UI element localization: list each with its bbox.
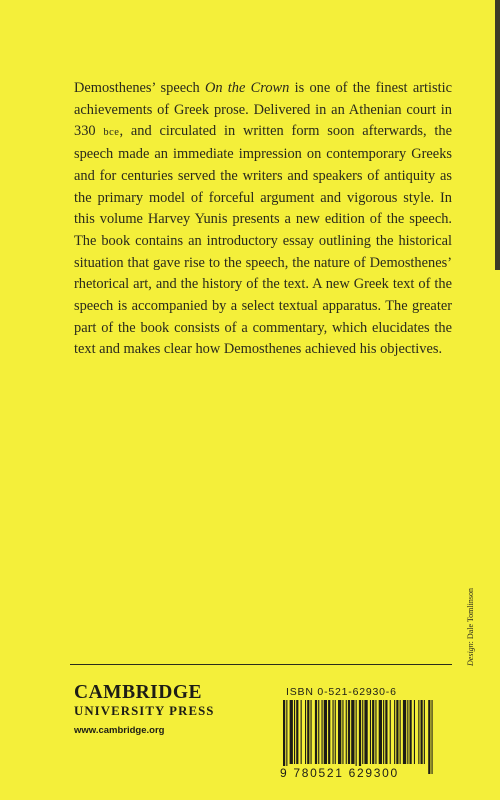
barcode-bar (394, 700, 395, 764)
barcode-bar (370, 700, 371, 764)
barcode-bar (418, 700, 419, 764)
barcode-bar (364, 700, 367, 764)
barcode-bar (348, 700, 350, 764)
barcode-bar (286, 700, 287, 774)
barcode-bar (372, 700, 374, 764)
barcode-bar (301, 700, 302, 764)
barcode-bar (410, 700, 412, 764)
barcode-bar (294, 700, 295, 764)
publisher-name: CAMBRIDGE (74, 682, 203, 703)
barcode-bar (383, 700, 384, 764)
barcode-bar (311, 700, 312, 764)
barcode-bar (424, 700, 425, 764)
barcode-bar (305, 700, 306, 764)
blurb-part-2: is one of the finest artistic achievements of Greek prose. Delivered in an Athenian court in 330 (74, 80, 452, 140)
barcode-bar (362, 700, 363, 764)
publisher-url: www.cambridge.org (74, 725, 165, 736)
blurb-text (74, 78, 452, 361)
barcode-bar (403, 700, 406, 764)
isbn-label: ISBN 0-521-62930-6 (286, 686, 397, 698)
barcode-bar (322, 700, 323, 764)
designer-name: : Dale Tomlinson (466, 588, 475, 644)
divider-rule (70, 664, 452, 665)
blurb-era: bce (103, 127, 120, 139)
barcode-bar (290, 700, 293, 764)
barcode-bar (385, 700, 387, 764)
blurb-title-italic: On the Crown (204, 80, 290, 96)
publisher-press: UNIVERSITY PRESS (74, 704, 215, 718)
ean-number: 9 780521 629300 (280, 766, 399, 780)
barcode-bar (335, 700, 336, 764)
barcode-bar (315, 700, 317, 764)
barcode-bar (307, 700, 309, 764)
blurb-part-1: Demosthenes’ speech (74, 80, 205, 96)
spine-edge (495, 0, 500, 270)
barcode-bar (333, 700, 334, 764)
barcode-bar (356, 700, 357, 774)
barcode-bar (342, 700, 343, 764)
barcode-bar (390, 700, 391, 764)
barcode-bar (396, 700, 398, 764)
design-credit (466, 546, 478, 666)
barcode-bar (400, 700, 401, 764)
barcode-bar (346, 700, 347, 764)
barcode-bar (421, 700, 423, 764)
barcode-bar (283, 700, 285, 774)
barcode-bar (296, 700, 298, 764)
barcode-bar (338, 700, 341, 764)
barcode-bar (318, 700, 319, 764)
barcode-bar (414, 700, 415, 764)
barcode-bar (379, 700, 382, 764)
blurb-part-3: , and circulated in written form soon afterwards, the speech made an immediate impression on contemporary Greeks and for centuries served the writers and speakers of antiquity as the primary model of forceful argument and vigorous style. In this volume Harvey Yunis presents a new edition of the speech. The book contains an introductory essay outlining the historical situation that gave rise to the speech, the nature of Demosthenes’ rhetorical art, and the history of the text. A new Greek text of the speech is accompanied by a select textual apparatus. The greater part of the book consists of a commentary, which elucidates the text and makes clear how Demosthenes achieved his objectives. (74, 123, 452, 358)
barcode-bar (428, 700, 430, 774)
barcode-bar (375, 700, 376, 764)
barcode-bar (324, 700, 327, 764)
barcode-bar (359, 700, 361, 774)
barcode-bar (328, 700, 330, 764)
barcode-bar (432, 700, 433, 774)
barcode-bar (407, 700, 408, 764)
barcode-bar (351, 700, 354, 764)
design-label: Design (466, 643, 475, 666)
